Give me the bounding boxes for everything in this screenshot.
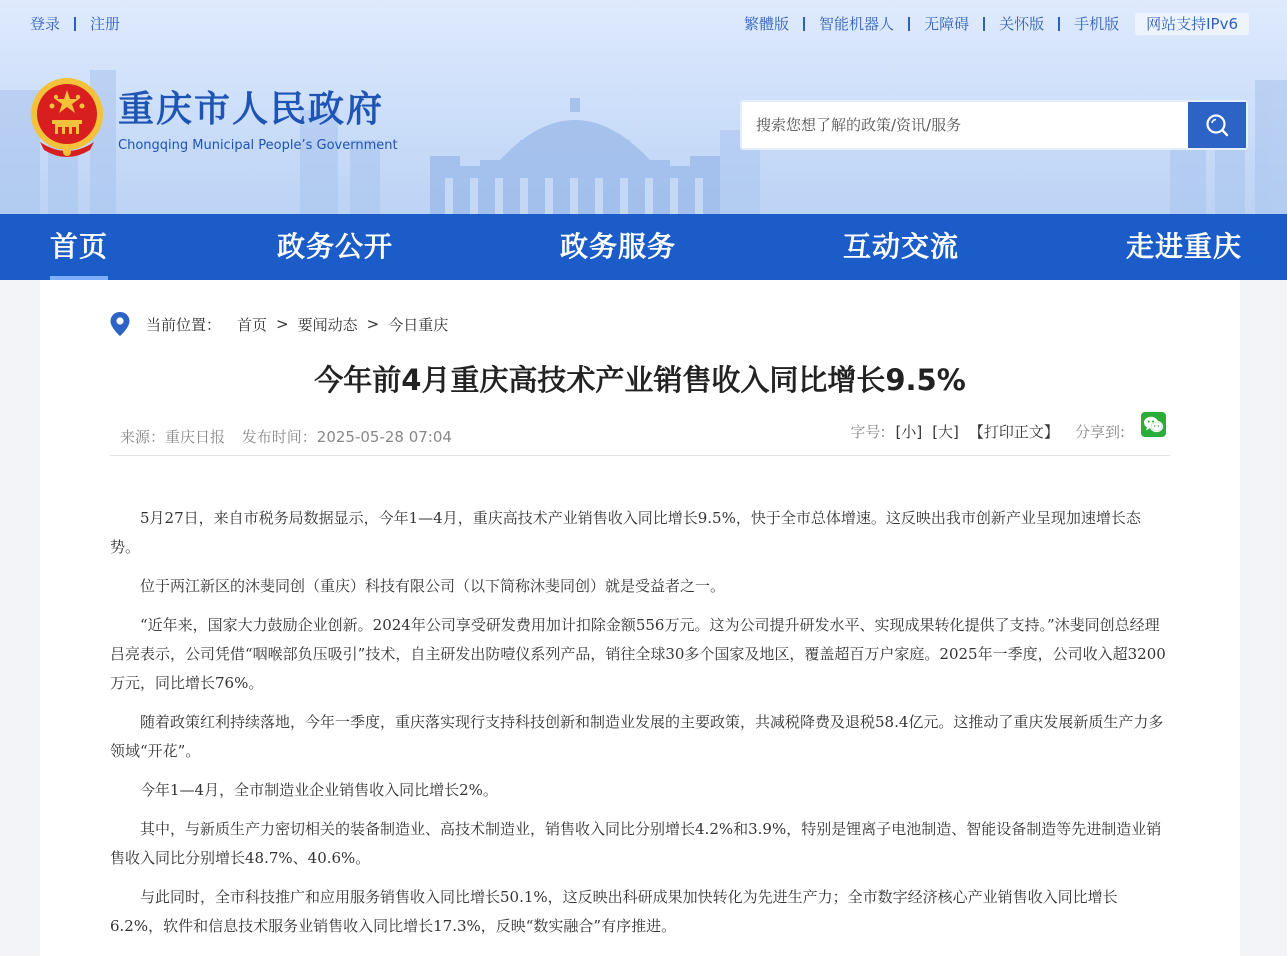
article-paragraph: 今年1—4月，全市制造业企业销售收入同比增长2%。 xyxy=(140,781,498,799)
article-paragraph: 5月27日，来自市税务局数据显示，今年1—4月，重庆高技术产业销售收入同比增长9.5%，快于全市总体增速。这反映出我市创新产业呈现加速增长态势。 xyxy=(110,509,1141,556)
article-body xyxy=(110,504,1170,951)
meta-info xyxy=(120,426,464,447)
smart-robot-link[interactable]: 智能机器人 xyxy=(819,15,895,33)
breadcrumb-separator: > xyxy=(366,315,380,333)
font-large-button[interactable]: [大] xyxy=(932,422,959,441)
breadcrumb-today-chongqing[interactable]: 今日重庆 xyxy=(388,315,449,334)
breadcrumb-separator: > xyxy=(276,315,289,333)
national-emblem xyxy=(28,76,106,158)
share-label: 分享到: xyxy=(1074,422,1125,441)
article-date: 发布时间：2025-05-28 07:04 xyxy=(241,428,452,446)
breadcrumb-news[interactable]: 要闻动态 xyxy=(297,315,358,334)
article-paragraph: 其中，与新质生产力密切相关的装备制造业、高技术制造业，销售收入同比分别增长4.2%和3.9%，特别是锂离子电池制造、智能设备制造等先进制造业销售收入同比分别增长48.7%、40.6%。 xyxy=(110,820,1162,867)
breadcrumb-home[interactable]: 首页 xyxy=(237,315,268,334)
nav-item-government-services[interactable]: 政务服务 xyxy=(560,230,677,263)
mobile-version-link[interactable]: 手机版 xyxy=(1074,15,1120,33)
article-meta xyxy=(110,416,1170,456)
wechat-share-button[interactable] xyxy=(1141,412,1166,437)
nav-item-government-affairs[interactable]: 政务公开 xyxy=(277,230,394,263)
divider xyxy=(74,17,76,31)
nav-item-about-chongqing[interactable]: 走进重庆 xyxy=(1126,230,1243,263)
article-title: 今年前4月重庆高技术产业销售收入同比增长9.5% xyxy=(314,363,966,397)
login-link[interactable]: 登录 xyxy=(30,15,61,33)
article-paragraph: 随着政策红利持续落地，今年一季度，重庆落实现行支持科技创新和制造业发展的主要政策，共减税降费及退税58.4亿元。这推动了重庆发展新质生产力多领域“开花”。 xyxy=(110,713,1164,760)
font-size-label: 字号: xyxy=(850,422,886,441)
print-button[interactable]: 【打印正文】 xyxy=(968,422,1059,441)
top-bar xyxy=(0,0,1287,48)
utility-links xyxy=(744,13,1249,35)
article-paragraph: “近年来，国家大力鼓励企业创新。2024年公司享受研发费用加计扣除金额556万元。这为公司提升研发水平、实现成果转化提供了支持。”沐斐同创总经理吕亮表示，公司凭借“咽喉部负压吸引”技术，自主研发出防噎仪系列产品，销往全球30多个国家及地区，覆盖超百万户家庭。2025年一季度，公司收入超3200万元，同比增长76%。 xyxy=(110,616,1166,692)
account-links xyxy=(30,13,120,35)
article-card xyxy=(40,280,1240,956)
main-nav xyxy=(0,214,1287,280)
ipv6-badge: 网站支持IPv6 xyxy=(1135,13,1249,35)
site-header xyxy=(0,0,1287,214)
divider xyxy=(983,17,985,31)
search-button[interactable] xyxy=(1188,102,1246,148)
traditional-chinese-link[interactable]: 繁體版 xyxy=(744,15,790,33)
breadcrumb-label: 当前位置： xyxy=(146,315,222,334)
breadcrumb xyxy=(110,312,448,336)
article-paragraph: 位于两江新区的沐斐同创（重庆）科技有限公司（以下简称沐斐同创）就是受益者之一。 xyxy=(140,577,726,595)
elderly-care-link[interactable]: 关怀版 xyxy=(999,15,1045,33)
divider xyxy=(803,17,805,31)
search-input[interactable] xyxy=(742,102,1186,148)
register-link[interactable]: 注册 xyxy=(90,15,121,33)
search-icon xyxy=(1204,112,1230,138)
site-title: 重庆市人民政府 xyxy=(118,89,385,130)
article-paragraph: 与此同时，全市科技推广和应用服务销售收入同比增长50.1%，这反映出科研成果加快转化为先进生产力；全市数字经济核心产业销售收入同比增长6.2%，软件和信息技术服务业销售收入同比增长17.3%，反映“数实融合”有序推进。 xyxy=(110,888,1118,935)
article-source: 来源：重庆日报 xyxy=(120,428,226,446)
location-pin-icon xyxy=(110,312,130,336)
divider xyxy=(908,17,910,31)
font-small-button[interactable]: [小] xyxy=(895,422,923,441)
wechat-icon xyxy=(1141,412,1166,437)
nav-item-home[interactable]: 首页 xyxy=(50,214,108,280)
meta-tools xyxy=(840,416,1166,446)
nav-item-interaction[interactable]: 互动交流 xyxy=(843,230,960,263)
divider xyxy=(1058,17,1060,31)
site-logo[interactable] xyxy=(28,76,408,160)
search-box xyxy=(740,100,1248,150)
site-subtitle: Chongqing Municipal People’s Government xyxy=(118,138,398,153)
accessibility-link[interactable]: 无障碍 xyxy=(924,15,970,33)
